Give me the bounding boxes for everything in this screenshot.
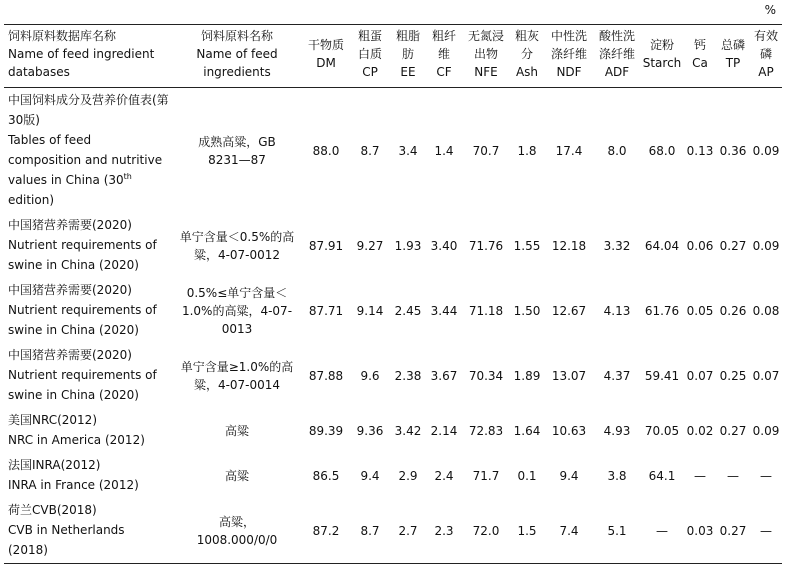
value-cell: 1.64 (513, 423, 541, 438)
value-cell: 8.7 (360, 523, 380, 538)
value-cell: 0.09 (752, 143, 780, 158)
value-cell: 59.41 (644, 368, 680, 383)
header-dm: 干物质 DM (307, 38, 344, 70)
value-cell: 2.4 (434, 468, 454, 483)
header-ap: 有效 磷 AP (753, 29, 778, 79)
value-cell: 13.07 (551, 368, 587, 383)
value-cell: 9.27 (356, 238, 384, 253)
value-cell: 2.38 (394, 368, 422, 383)
header-ndf: 中性洗 涤纤维 NDF (550, 29, 587, 79)
value-cell: 0.07 (752, 368, 780, 383)
value-cell: 0.1 (517, 468, 537, 483)
source-cell: 中国饲料成分及营养价值表(第 30版) Tables of feed composition and nutritive values in China (30th edition) (8, 93, 169, 207)
header-row (4, 25, 782, 88)
value-cell: 0.27 (719, 423, 747, 438)
ingredient-cell: 0.5%≤单宁含量＜ 1.0%的高粱，4-07- 0013 (181, 285, 293, 336)
value-cell: 8.0 (607, 143, 627, 158)
value-cell: 4.13 (603, 303, 631, 318)
value-cell: 10.63 (551, 423, 587, 438)
value-cell: 87.88 (308, 368, 344, 383)
header-ingredient: 饲料原料名称 Name of feed ingredients (196, 29, 278, 79)
value-cell: 3.8 (607, 468, 627, 483)
source-cell: 中国猪营养需要(2020) Nutrient requirements of swine in China (2020) (8, 348, 157, 402)
value-cell: 0.02 (686, 423, 714, 438)
value-cell: 3.44 (430, 303, 458, 318)
value-cell: 87.71 (308, 303, 344, 318)
value-cell: 0.36 (719, 143, 747, 158)
value-cell: 1.5 (517, 523, 537, 538)
value-cell: 3.42 (394, 423, 422, 438)
header-adf: 酸性洗 涤纤维 ADF (598, 29, 635, 79)
value-cell: 17.4 (555, 143, 583, 158)
header-cp: 粗蛋 白质 CP (357, 29, 382, 79)
source-cell: 中国猪营养需要(2020) Nutrient requirements of swine in China (2020) (8, 283, 157, 337)
value-cell: 1.89 (513, 368, 541, 383)
table-row (4, 343, 782, 408)
header-database: 饲料原料数据库名称 Name of feed ingredient databases (8, 29, 155, 79)
value-cell: 64.1 (648, 468, 676, 483)
value-cell: 2.3 (434, 523, 454, 538)
source-cell: 法国INRA(2012) INRA in France (2012) (8, 458, 139, 492)
header-nfe: 无氮浸 出物 NFE (467, 29, 504, 79)
table-row (4, 88, 782, 214)
value-cell: 4.37 (603, 368, 631, 383)
value-cell: 3.4 (398, 143, 418, 158)
value-cell: 0.26 (719, 303, 747, 318)
header-starch: 淀粉 Starch (642, 38, 682, 70)
value-cell: 12.18 (551, 238, 587, 253)
value-cell: 72.0 (472, 523, 500, 538)
table-row (4, 278, 782, 343)
value-cell: 68.0 (648, 143, 676, 158)
value-cell: — (694, 468, 706, 483)
value-cell: 2.7 (398, 523, 418, 538)
value-cell: — (760, 523, 772, 538)
value-cell: — (656, 523, 668, 538)
value-cell: 1.93 (394, 238, 422, 253)
value-cell: — (760, 468, 772, 483)
value-cell: 9.4 (360, 468, 380, 483)
feed-composition-table (4, 24, 782, 564)
header-ash: 粗灰 分 Ash (514, 29, 539, 79)
header-ee: 粗脂 肪 EE (395, 29, 420, 79)
unit-label: % (764, 3, 776, 17)
value-cell: 1.55 (513, 238, 541, 253)
value-cell: 4.93 (603, 423, 631, 438)
value-cell: 1.8 (517, 143, 537, 158)
value-cell: 3.67 (430, 368, 458, 383)
header-tp: 总磷 TP (720, 38, 745, 70)
ingredient-cell: 高粱 (224, 423, 249, 438)
value-cell: 0.09 (752, 238, 780, 253)
value-cell: 9.4 (559, 468, 579, 483)
ingredient-cell: 高粱 (224, 468, 249, 483)
header-cf: 粗纤 维 CF (431, 29, 456, 79)
value-cell: 1.50 (513, 303, 541, 318)
value-cell: 64.04 (644, 238, 680, 253)
ingredient-cell: 单宁含量≥1.0%的高 粱，4-07-0014 (180, 359, 294, 392)
value-cell: 71.76 (468, 238, 504, 253)
value-cell: 0.13 (686, 143, 714, 158)
source-cell: 美国NRC(2012) NRC in America (2012) (8, 413, 145, 447)
value-cell: 70.7 (472, 143, 500, 158)
ingredient-cell: 成熟高粱，GB 8231—87 (198, 134, 276, 167)
value-cell: 70.05 (644, 423, 680, 438)
value-cell: 5.1 (607, 523, 627, 538)
value-cell: 87.91 (308, 238, 344, 253)
value-cell: 0.07 (686, 368, 714, 383)
value-cell: 61.76 (644, 303, 680, 318)
value-cell: 0.27 (719, 523, 747, 538)
value-cell: 88.0 (312, 143, 340, 158)
value-cell: 89.39 (308, 423, 344, 438)
value-cell: 71.18 (468, 303, 504, 318)
value-cell: — (727, 468, 739, 483)
value-cell: 0.25 (719, 368, 747, 383)
ingredient-cell: 单宁含量＜0.5%的高 粱，4-07-0012 (179, 229, 295, 262)
table-row (4, 498, 782, 564)
value-cell: 3.32 (603, 238, 631, 253)
value-cell: 9.36 (356, 423, 384, 438)
source-cell: 中国猪营养需要(2020) Nutrient requirements of swine in China (2020) (8, 218, 157, 272)
value-cell: 0.27 (719, 238, 747, 253)
value-cell: 2.14 (430, 423, 458, 438)
value-cell: 3.40 (430, 238, 458, 253)
value-cell: 0.05 (686, 303, 714, 318)
value-cell: 9.14 (356, 303, 384, 318)
value-cell: 7.4 (559, 523, 579, 538)
ingredient-cell: 高粱， 1008.000/0/0 (196, 514, 278, 547)
value-cell: 2.45 (394, 303, 422, 318)
value-cell: 0.08 (752, 303, 780, 318)
header-ca: 钙 Ca (692, 38, 708, 70)
value-cell: 12.67 (551, 303, 587, 318)
value-cell: 86.5 (312, 468, 340, 483)
value-cell: 70.34 (468, 368, 504, 383)
value-cell: 2.9 (398, 468, 418, 483)
value-cell: 0.06 (686, 238, 714, 253)
source-cell: 荷兰CVB(2018) CVB in Netherlands (2018) (8, 503, 125, 557)
value-cell: 87.2 (312, 523, 340, 538)
value-cell: 1.4 (434, 143, 454, 158)
value-cell: 72.83 (468, 423, 504, 438)
table-row (4, 213, 782, 278)
value-cell: 0.09 (752, 423, 780, 438)
value-cell: 0.03 (686, 523, 714, 538)
value-cell: 71.7 (472, 468, 500, 483)
value-cell: 8.7 (360, 143, 380, 158)
table-row (4, 408, 782, 453)
table-row (4, 453, 782, 498)
value-cell: 9.6 (360, 368, 380, 383)
